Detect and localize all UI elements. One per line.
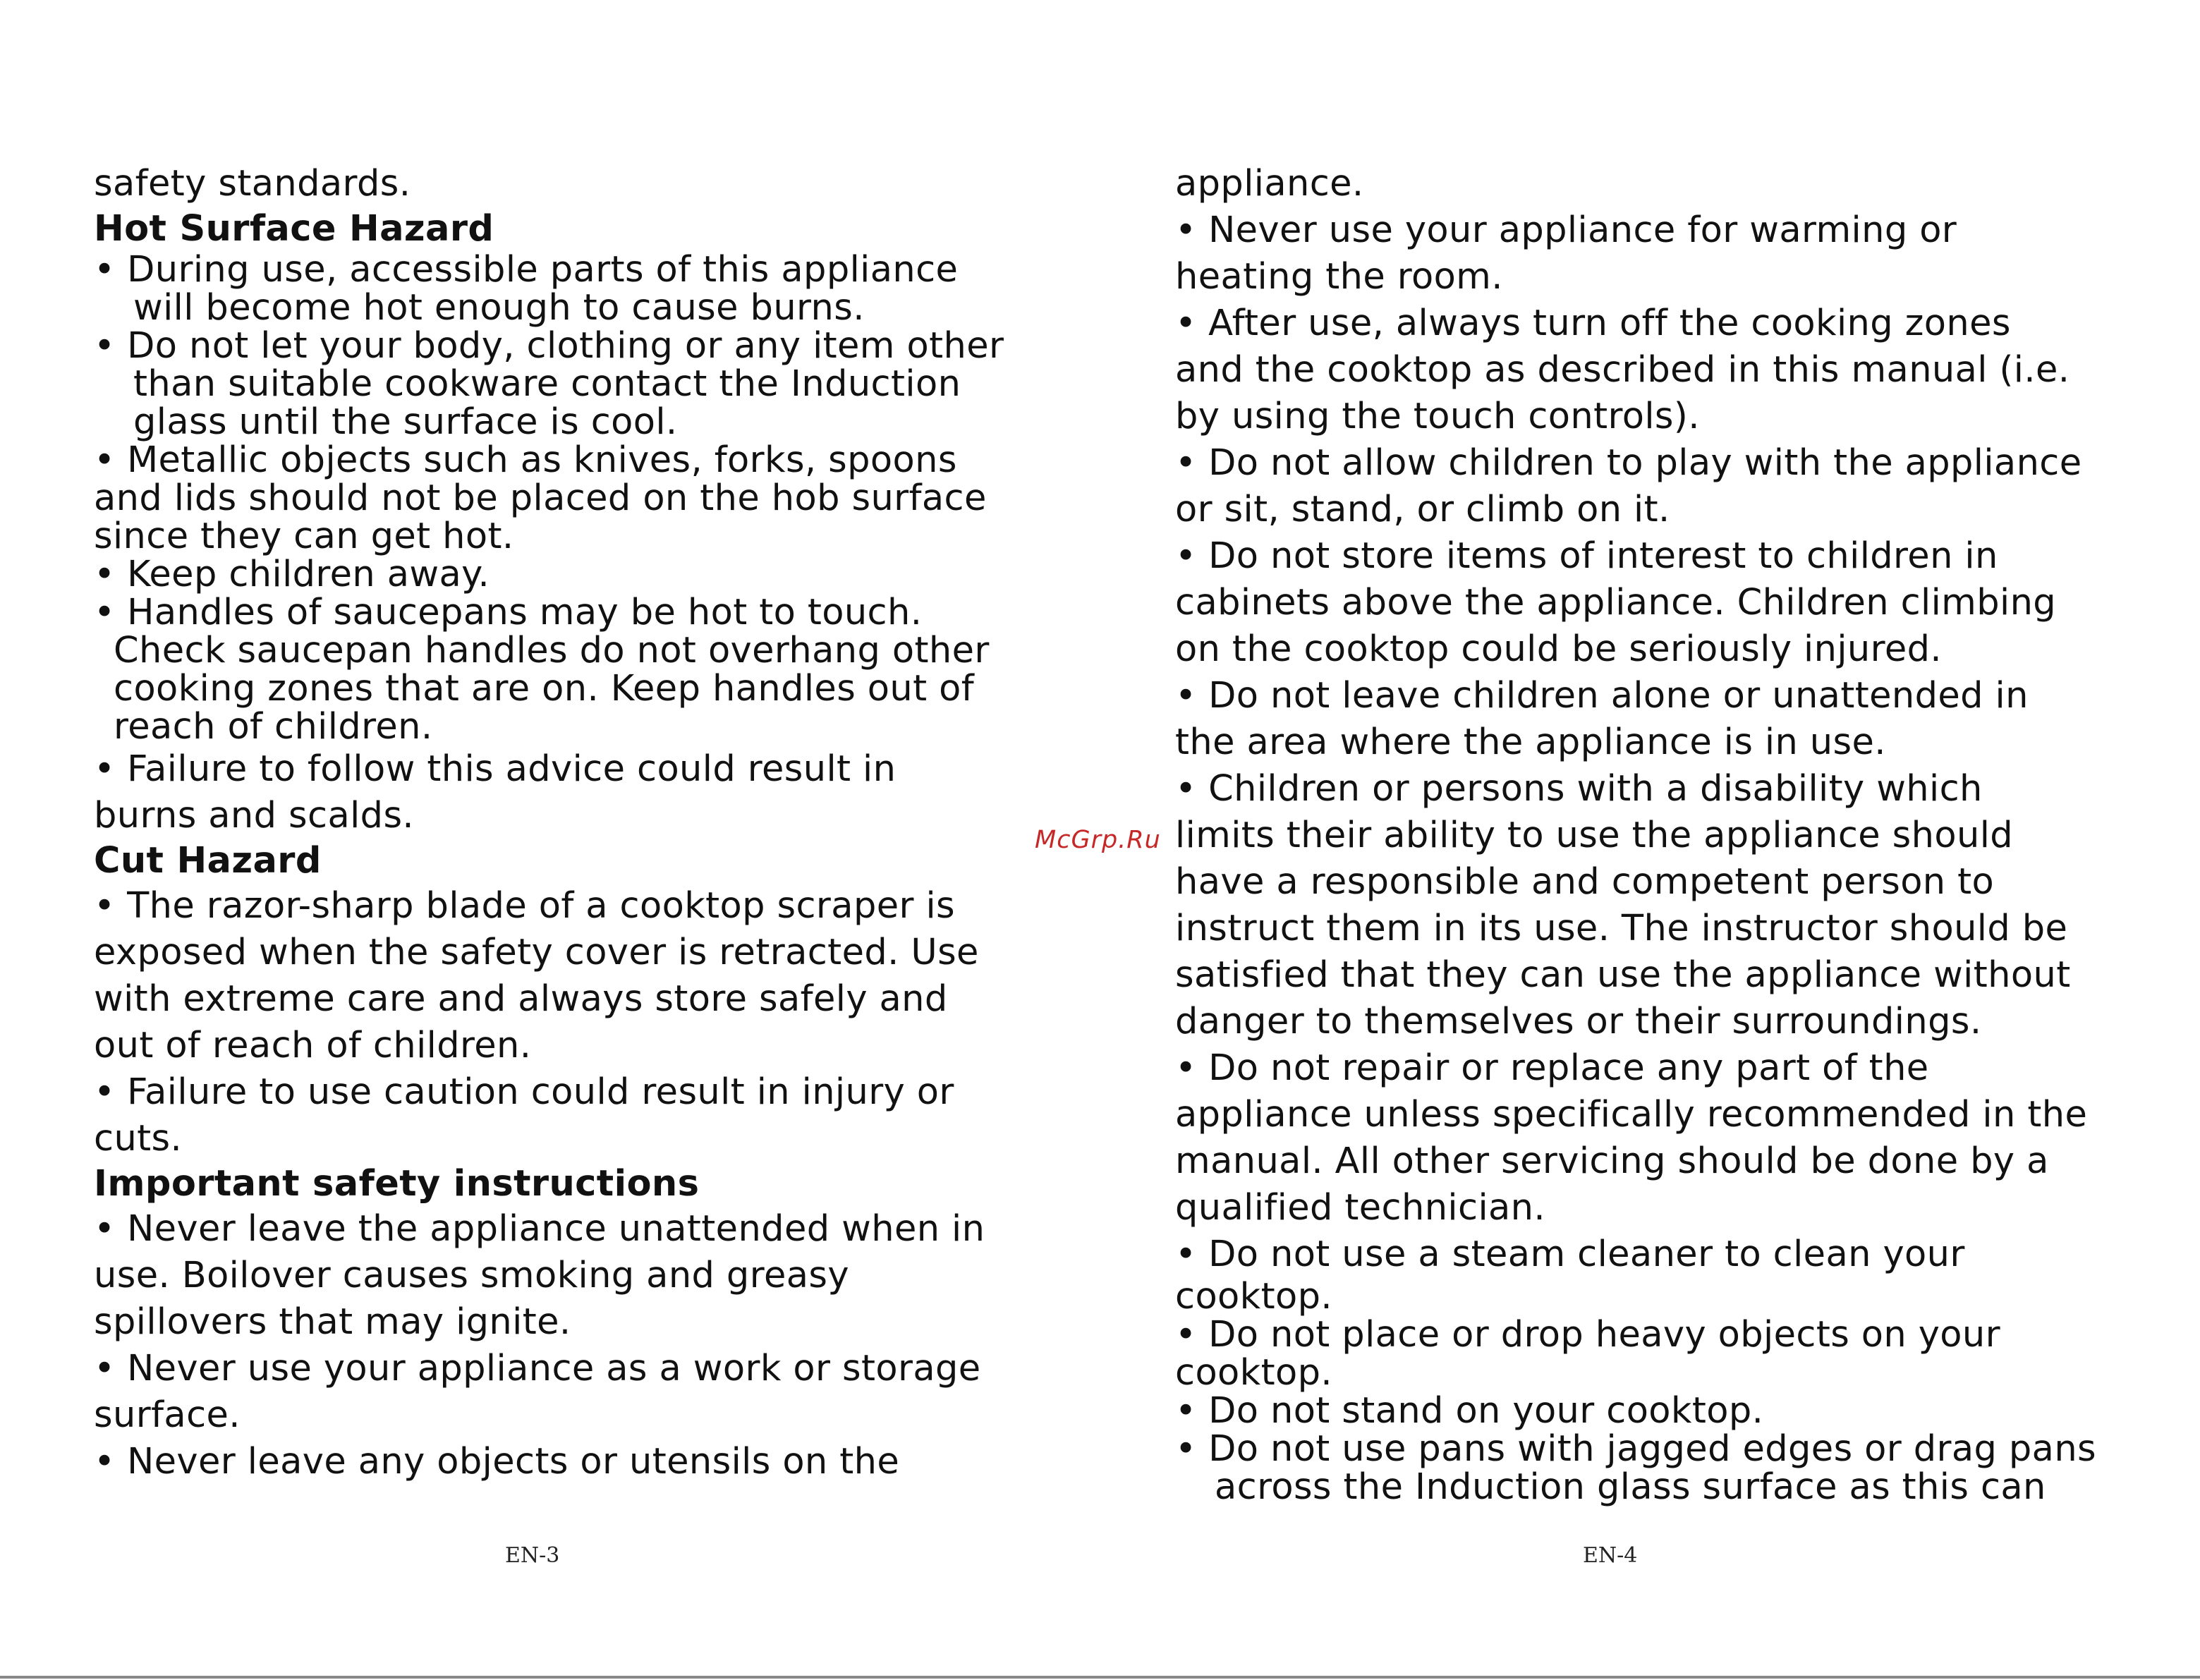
text-line: • Do not stand on your cooktop. (1175, 1390, 1764, 1432)
text-line: • Do not leave children alone or unattended in (1175, 675, 2029, 717)
text-line: • Handles of saucepans may be hot to touch. (94, 592, 923, 633)
text-line: instruct them in its use. The instructor should be (1175, 908, 2068, 949)
text-line: • Metallic objects such as knives, forks, spoons (94, 439, 957, 481)
text-line: exposed when the safety cover is retracted. Use (94, 932, 979, 973)
text-line: have a responsible and competent person to (1175, 861, 1995, 903)
right-text-column (1175, 161, 2127, 1506)
right-page (1100, 0, 2200, 1680)
text-line: • Do not repair or replace any part of the (1175, 1047, 1929, 1089)
text-line: • Never leave any objects or utensils on the (94, 1441, 900, 1483)
text-line: or sit, stand, or climb on it. (1175, 489, 1670, 530)
text-line: • Children or persons with a disability which (1175, 768, 1983, 810)
text-line: • Never use your appliance for warming or (1175, 209, 1957, 251)
text-line: • Never leave the appliance unattended when in (94, 1208, 985, 1250)
text-line: manual. All other servicing should be done by a (1175, 1140, 2049, 1182)
text-line: than suitable cookware contact the Induction (133, 363, 961, 405)
text-line: and lids should not be placed on the hob surface (94, 477, 987, 519)
section-heading-cut-hazard: Cut Hazard (94, 840, 322, 882)
text-line: burns and scalds. (94, 795, 415, 836)
text-line: on the cooktop could be seriously injured. (1175, 628, 1943, 670)
text-line: reach of children. (114, 706, 433, 748)
bottom-divider (0, 1676, 2200, 1679)
text-line: • Never use your appliance as a work or storage (94, 1348, 981, 1389)
section-heading-hot-surface: Hot Surface Hazard (94, 208, 494, 250)
text-line: by using the touch controls). (1175, 396, 1700, 437)
text-line: • Failure to follow this advice could result in (94, 748, 897, 790)
text-line: qualified technician. (1175, 1187, 1545, 1229)
page-number: EN-4 (1583, 1543, 1638, 1568)
text-line: safety standards. (94, 163, 411, 205)
left-text-column (94, 161, 1043, 1485)
text-line: across the Induction glass surface as this can (1215, 1466, 2046, 1508)
text-line: • After use, always turn off the cooking zones (1175, 303, 2011, 344)
text-line: • The razor-sharp blade of a cooktop scraper is (94, 885, 956, 927)
text-line: will become hot enough to cause burns. (133, 287, 865, 329)
text-line: and the cooktop as described in this manual (i.e. (1175, 349, 2070, 391)
text-line: appliance. (1175, 163, 1364, 205)
text-line: • Do not use a steam cleaner to clean your (1175, 1234, 1965, 1275)
text-line: glass until the surface is cool. (133, 401, 678, 443)
text-line: cabinets above the appliance. Children climbing (1175, 582, 2057, 623)
text-line: • Keep children away. (94, 554, 490, 595)
page-number: EN-3 (505, 1543, 560, 1568)
text-line: • Failure to use caution could result in injury or (94, 1071, 954, 1113)
text-line: • Do not use pans with jagged edges or drag pans (1175, 1428, 2097, 1470)
text-line: • Do not store items of interest to children in (1175, 535, 1998, 577)
text-line: the area where the appliance is in use. (1175, 722, 1886, 763)
text-line: cooktop. (1175, 1352, 1332, 1394)
text-line: danger to themselves or their surroundings. (1175, 1001, 1982, 1042)
text-line: use. Boilover causes smoking and greasy (94, 1255, 849, 1296)
text-line: appliance unless specifically recommended in the (1175, 1094, 2088, 1136)
watermark: McGrp.Ru (1035, 826, 1161, 854)
text-line: since they can get hot. (94, 516, 514, 557)
text-line: cooking zones that are on. Keep handles out of (114, 668, 975, 710)
text-line: surface. (94, 1394, 241, 1436)
text-line: • Do not place or drop heavy objects on your (1175, 1314, 2001, 1356)
text-line: cooktop. (1175, 1276, 1332, 1317)
text-line: • During use, accessible parts of this appliance (94, 249, 959, 291)
text-line: limits their ability to use the appliance should (1175, 815, 2014, 856)
text-line: cuts. (94, 1118, 183, 1159)
text-line: satisfied that they can use the appliance without (1175, 954, 2071, 996)
text-line: out of reach of children. (94, 1025, 532, 1066)
text-line: heating the room. (1175, 256, 1503, 298)
section-heading-important: Important safety instructions (94, 1163, 700, 1205)
text-line: spillovers that may ignite. (94, 1301, 571, 1343)
text-line: Check saucepan handles do not overhang other (114, 630, 990, 671)
text-line: • Do not allow children to play with the appliance (1175, 442, 2082, 484)
text-line: with extreme care and always store safely and (94, 978, 948, 1020)
text-line: • Do not let your body, clothing or any item other (94, 325, 1004, 367)
